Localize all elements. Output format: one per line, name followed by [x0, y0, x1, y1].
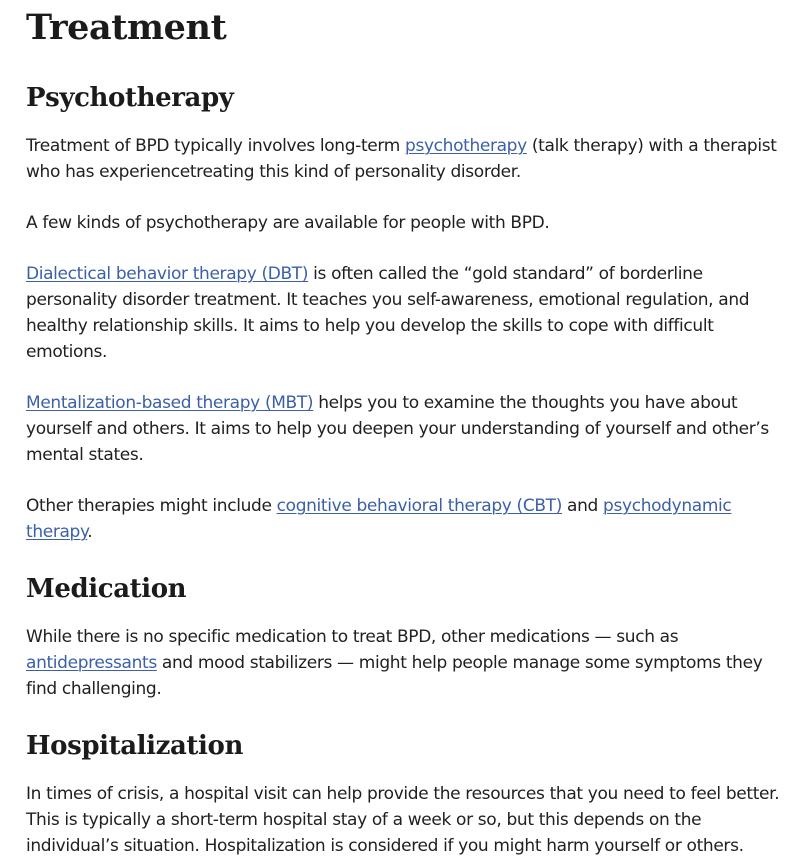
page-title: Treatment	[26, 7, 227, 48]
section-heading-psychotherapy: Psychotherapy	[26, 83, 234, 113]
psychotherapy-link[interactable]: psychotherapy	[405, 136, 527, 156]
psychodynamic-therapy-link[interactable]: psychodynamic therapy	[26, 496, 732, 542]
text: Treatment of BPD typically involves long-term	[26, 136, 405, 156]
text: and	[562, 496, 604, 516]
article-section	[26, 0, 782, 859]
paragraph-psychotherapy-kinds: A few kinds of psychotherapy are available for people with BPD.	[26, 213, 550, 233]
section-heading-medication: Medication	[26, 574, 187, 604]
text: helps you to examine the thoughts you have about yourself and others. It aims to help you deepen your understanding of yourself and other’s mental states.	[26, 393, 769, 465]
antidepressants-link[interactable]: antidepressants	[26, 653, 157, 673]
paragraph-dbt	[26, 261, 782, 365]
text: and mood stabilizers — might help people manage some symptoms they find challenging.	[26, 653, 763, 699]
mbt-link[interactable]: Mentalization-based therapy (MBT)	[26, 393, 314, 413]
text: While there is no specific medication to treat BPD, other medications — such as	[26, 627, 679, 647]
text: .	[87, 522, 93, 542]
paragraph-other-therapies	[26, 493, 782, 545]
section-heading-hospitalization: Hospitalization	[26, 731, 243, 761]
paragraph-medication	[26, 624, 782, 702]
paragraph-hospitalization: In times of crisis, a hospital visit can help provide the resources that you need to feel better. This is typically a short-term hospital stay of a week or so, but this depends on the individual’s situation. Hospitalization is considered if you might harm yourself or others.	[26, 784, 780, 856]
paragraph-psychotherapy-intro	[26, 133, 782, 185]
cbt-link[interactable]: cognitive behavioral therapy (CBT)	[276, 496, 562, 516]
paragraph-mbt	[26, 390, 782, 468]
text: is often called the “gold standard” of borderline personality disorder treatment. It teaches you self-awareness, emotional regulation, and healthy relationship skills. It aims to help you develop the skills to cope with difficult emotions.	[26, 264, 750, 362]
dbt-link[interactable]: Dialectical behavior therapy (DBT)	[26, 264, 309, 284]
text: (talk therapy) with a therapist who has experiencetreating this kind of personality disorder.	[26, 136, 777, 182]
text: Other therapies might include	[26, 496, 277, 516]
